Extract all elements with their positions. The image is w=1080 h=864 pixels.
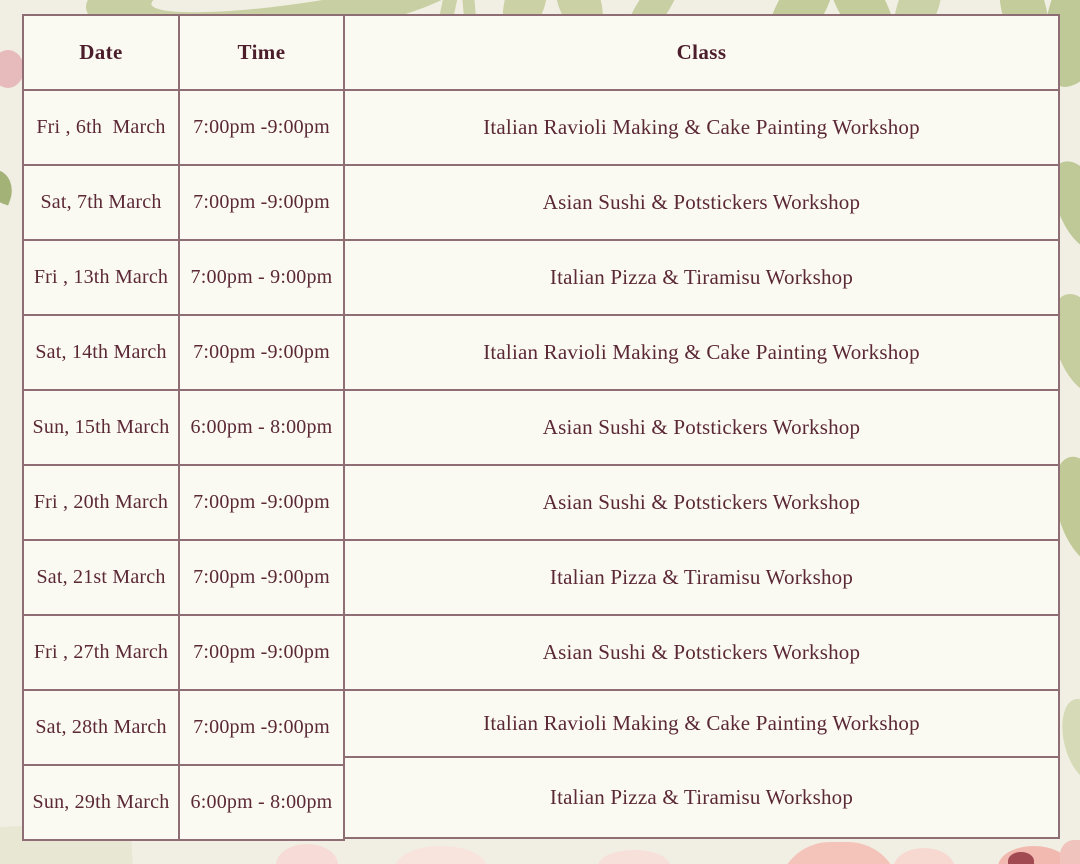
class-cell: Asian Sushi & Potstickers Workshop — [345, 616, 1058, 691]
date-cell: Sat, 21st March — [24, 541, 180, 616]
class-column — [345, 14, 1060, 839]
class-cell: Italian Ravioli Making & Cake Painting Workshop — [345, 316, 1058, 391]
leaf-decoration-icon — [0, 168, 18, 205]
date-column-header: Date — [24, 16, 180, 91]
flower-decoration-icon — [598, 850, 670, 864]
tulip-decoration-icon — [778, 842, 900, 864]
schedule-table — [22, 14, 1060, 841]
date-cell: Sat, 28th March — [24, 691, 180, 766]
flower-decoration-icon — [276, 844, 338, 864]
date-cell: Fri , 27th March — [24, 616, 180, 691]
flower-decoration-icon — [395, 846, 487, 864]
date-cell: Sat, 7th March — [24, 166, 180, 241]
date-cell: Fri , 20th March — [24, 466, 180, 541]
flower-decoration-icon — [0, 50, 24, 88]
class-cell: Italian Pizza & Tiramisu Workshop — [345, 541, 1058, 616]
time-cell: 7:00pm -9:00pm — [180, 166, 345, 241]
date-cell: Sun, 29th March — [24, 766, 180, 841]
date-cell: Fri , 6th March — [24, 91, 180, 166]
time-cell: 7:00pm -9:00pm — [180, 691, 345, 766]
class-cell: Asian Sushi & Potstickers Workshop — [345, 166, 1058, 241]
class-cell: Italian Pizza & Tiramisu Workshop — [345, 241, 1058, 316]
time-cell: 6:00pm - 8:00pm — [180, 766, 345, 841]
date-time-columns — [22, 14, 345, 841]
date-cell: Sat, 14th March — [24, 316, 180, 391]
tulip-decoration-icon — [1008, 852, 1034, 864]
class-cell: Asian Sushi & Potstickers Workshop — [345, 466, 1058, 541]
time-cell: 7:00pm -9:00pm — [180, 466, 345, 541]
time-cell: 7:00pm - 9:00pm — [180, 241, 345, 316]
time-column-header: Time — [180, 16, 345, 91]
flower-decoration-icon — [1060, 840, 1080, 864]
class-cell: Italian Ravioli Making & Cake Painting Workshop — [345, 91, 1058, 166]
class-cell: Italian Pizza & Tiramisu Workshop — [345, 758, 1058, 839]
time-cell: 7:00pm -9:00pm — [180, 616, 345, 691]
date-cell: Sun, 15th March — [24, 391, 180, 466]
flower-decoration-icon — [893, 848, 955, 864]
class-cell: Italian Ravioli Making & Cake Painting Workshop — [345, 691, 1058, 758]
time-cell: 6:00pm - 8:00pm — [180, 391, 345, 466]
time-cell: 7:00pm -9:00pm — [180, 91, 345, 166]
time-cell: 7:00pm -9:00pm — [180, 541, 345, 616]
time-cell: 7:00pm -9:00pm — [180, 316, 345, 391]
date-cell: Fri , 13th March — [24, 241, 180, 316]
class-cell: Asian Sushi & Potstickers Workshop — [345, 391, 1058, 466]
class-column-header: Class — [345, 16, 1058, 91]
